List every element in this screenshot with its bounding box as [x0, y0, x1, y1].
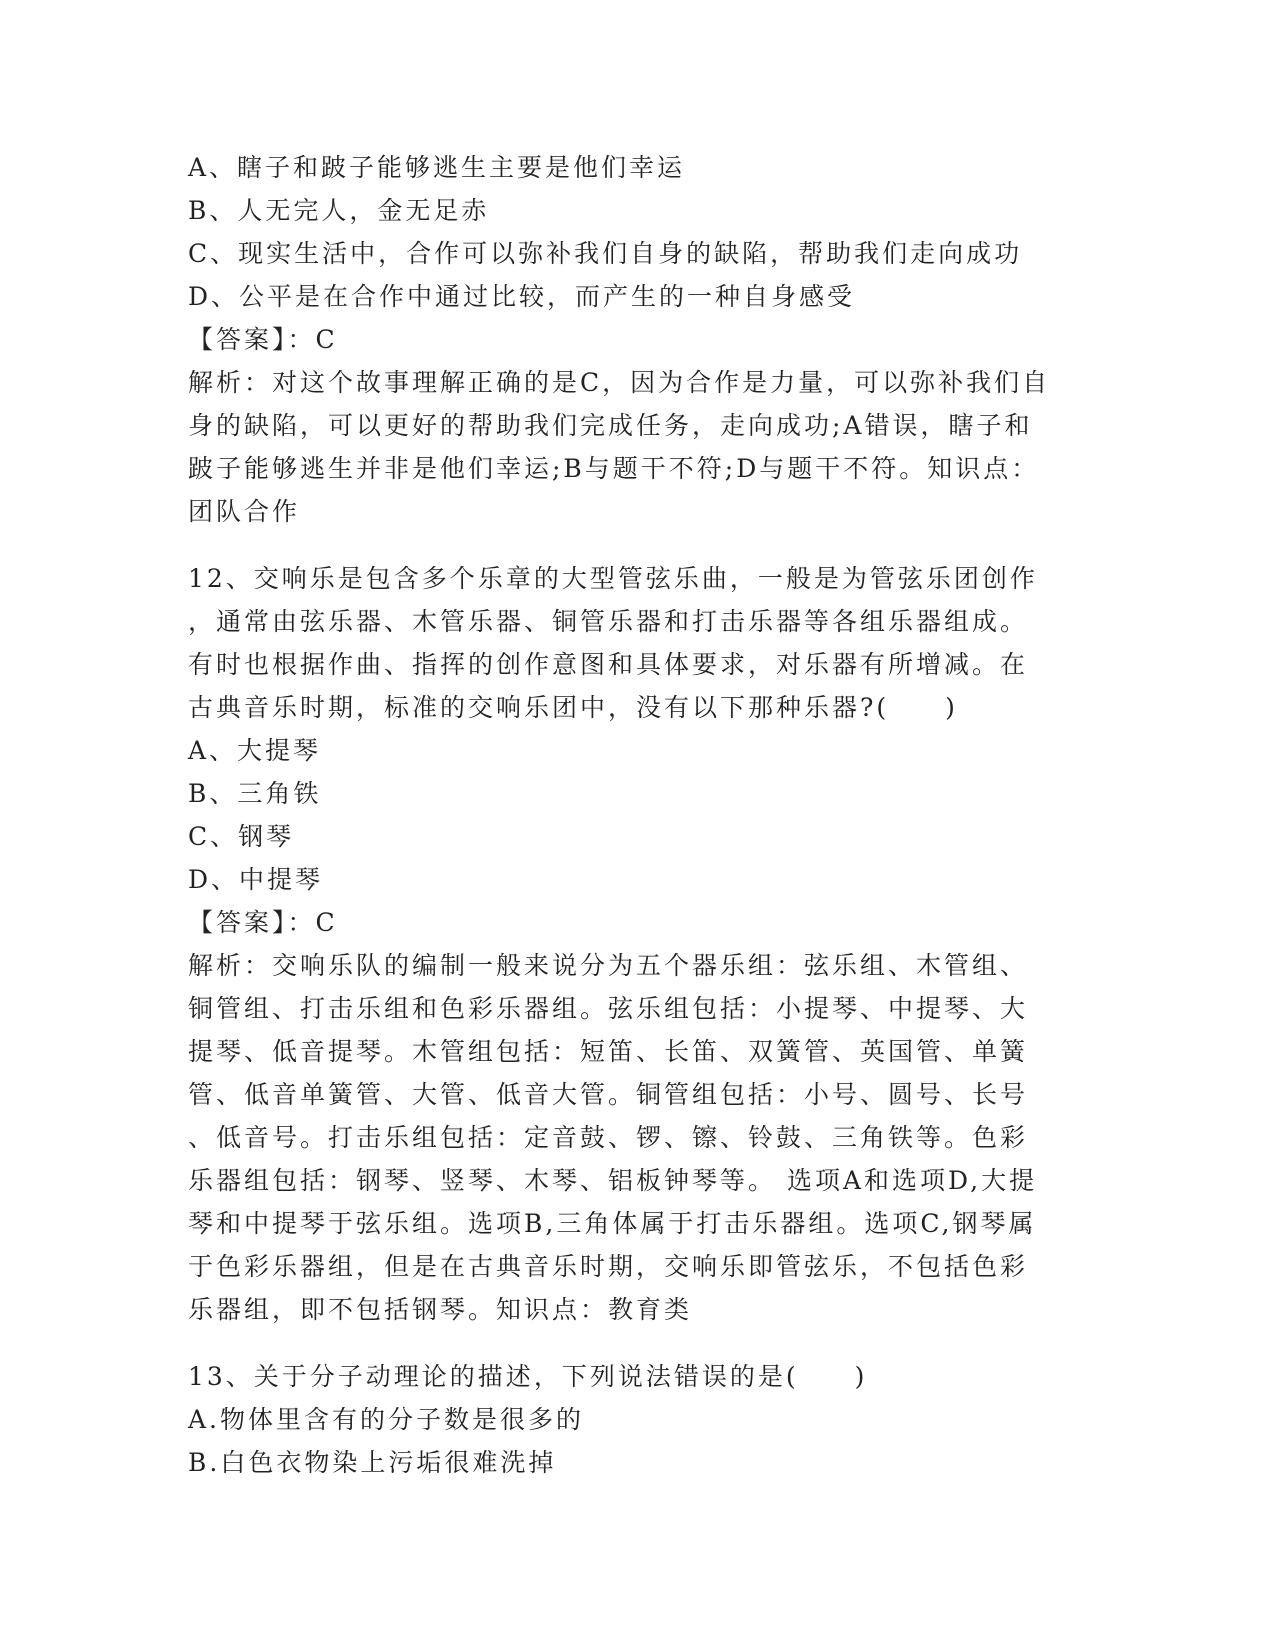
q12-option-b: B、三角铁: [188, 779, 322, 808]
q12-question-line: 古典音乐时期，标准的交响乐团中，没有以下那种乐器?( ): [188, 693, 958, 722]
q13-option-a: A.物体里含有的分子数是很多的: [188, 1405, 585, 1434]
q12-question-line: ，通常由弦乐器、木管乐器、铜管乐器和打击乐器等各组乐器组成。: [188, 607, 1029, 636]
document-page: [188, 146, 1088, 1484]
q12-question-line: 12、交响乐是包含多个乐章的大型管弦乐曲，一般是为管弦乐团创作: [188, 564, 1038, 593]
q12-option-c: C、钢琴: [188, 822, 295, 851]
q11-option-c: C、现实生活中，合作可以弥补我们自身的缺陷，帮助我们走向成功: [188, 239, 1023, 268]
q12-analysis-line: 乐器组，即不包括钢琴。知识点：教育类: [188, 1295, 693, 1324]
question-13-block: [188, 1355, 1088, 1484]
q11-analysis-line: 身的缺陷，可以更好的帮助我们完成任务，走向成功;A错误，瞎子和: [188, 411, 1033, 440]
q12-analysis-line: 、低音号。打击乐组包括：定音鼓、锣、镲、铃鼓、三角铁等。色彩: [188, 1123, 1029, 1152]
q13-question: 13、关于分子动理论的描述，下列说法错误的是( ): [188, 1362, 868, 1391]
q12-analysis-line: 琴和中提琴于弦乐组。选项B,三角体属于打击乐器组。选项C,钢琴属: [188, 1209, 1037, 1238]
q11-analysis-line: 跛子能够逃生并非是他们幸运;B与题干不符;D与题干不符。知识点：: [188, 454, 1040, 483]
q13-option-b: B.白色衣物染上污垢很难洗掉: [188, 1448, 557, 1477]
section-gap: [188, 533, 1088, 557]
q11-analysis-line: 团队合作: [188, 497, 301, 526]
q11-option-a: A、瞎子和跛子能够逃生主要是他们幸运: [188, 153, 686, 182]
q12-answer: 【答案】：C: [188, 908, 338, 937]
q12-analysis-line: 于色彩乐器组，但是在古典音乐时期，交响乐即管弦乐，不包括色彩: [188, 1252, 1029, 1281]
q12-option-d: D、中提琴: [188, 865, 324, 894]
question-11-block: [188, 146, 1088, 533]
q12-option-a: A、大提琴: [188, 736, 322, 765]
question-12-block: [188, 557, 1088, 1331]
q11-option-d: D、公平是在合作中通过比较，而产生的一种自身感受: [188, 282, 856, 311]
q11-analysis-line: 解析：对这个故事理解正确的是C，因为合作是力量，可以弥补我们自: [188, 368, 1051, 397]
q12-analysis-line: 提琴、低音提琴。木管组包括：短笛、长笛、双簧管、英国管、单簧: [188, 1037, 1029, 1066]
q11-answer: 【答案】：C: [188, 325, 338, 354]
q12-analysis-line: 管、低音单簧管、大管、低音大管。铜管组包括：小号、圆号、长号: [188, 1080, 1029, 1109]
q12-analysis-line: 铜管组、打击乐组和色彩乐器组。弦乐组包括：小提琴、中提琴、大: [188, 994, 1029, 1023]
q12-question-line: 有时也根据作曲、指挥的创作意图和具体要求，对乐器有所增减。在: [188, 650, 1029, 679]
q11-option-b: B、人无完人，金无足赤: [188, 196, 490, 225]
section-gap: [188, 1331, 1088, 1355]
q12-analysis-line: 解析：交响乐队的编制一般来说分为五个器乐组：弦乐组、木管组、: [188, 951, 1029, 980]
q12-analysis-line: 乐器组包括：钢琴、竖琴、木琴、铝板钟琴等。 选项A和选项D,大提: [188, 1166, 1038, 1195]
